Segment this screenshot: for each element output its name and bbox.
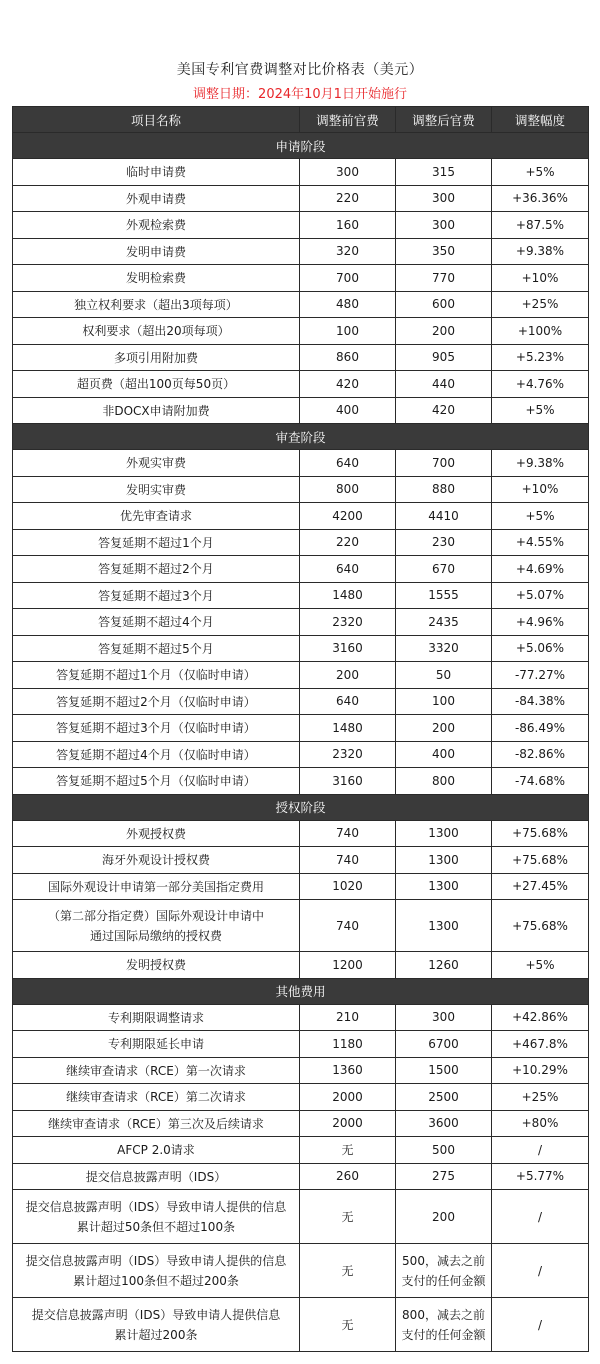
- change-cell: /: [492, 1190, 589, 1244]
- item-name-cell: 提交信息披露声明（IDS）导致申请人提供信息 累计超过200条: [13, 1298, 300, 1352]
- fee-before-cell: 160: [300, 212, 396, 239]
- table-header: [13, 107, 589, 133]
- table-row: [13, 820, 589, 847]
- item-name-cell: 答复延期不超过2个月（仅临时申请）: [13, 688, 300, 715]
- fee-before-cell: 无: [300, 1190, 396, 1244]
- fee-after-cell: 275: [396, 1163, 492, 1190]
- fee-after-cell: 300: [396, 1004, 492, 1031]
- fee-after-cell: 3320: [396, 635, 492, 662]
- item-name-cell: 专利期限调整请求: [13, 1004, 300, 1031]
- fee-before-cell: 640: [300, 556, 396, 583]
- fee-after-cell: 3600: [396, 1110, 492, 1137]
- fee-after-cell: 300: [396, 185, 492, 212]
- table-row: [13, 1137, 589, 1164]
- change-cell: +75.68%: [492, 820, 589, 847]
- fee-after-cell: 880: [396, 476, 492, 503]
- fee-before-cell: 420: [300, 371, 396, 398]
- fee-before-cell: 740: [300, 900, 396, 952]
- table-body: [13, 133, 589, 1352]
- change-cell: -77.27%: [492, 662, 589, 689]
- fee-after-cell: 1555: [396, 582, 492, 609]
- section-title: 授权阶段: [13, 794, 589, 820]
- header-fee-after: 调整后官费: [396, 107, 492, 133]
- header-fee-before: 调整前官费: [300, 107, 396, 133]
- change-cell: +100%: [492, 318, 589, 345]
- fee-after-cell: 4410: [396, 503, 492, 530]
- section-title: 申请阶段: [13, 133, 589, 159]
- item-name-cell: 发明检索费: [13, 265, 300, 292]
- item-name-cell: 答复延期不超过2个月: [13, 556, 300, 583]
- item-name-cell: 超页费（超出100页每50页）: [13, 371, 300, 398]
- change-cell: -82.86%: [492, 741, 589, 768]
- item-name-cell: 海牙外观设计授权费: [13, 847, 300, 874]
- table-row: [13, 688, 589, 715]
- change-cell: +80%: [492, 1110, 589, 1137]
- table-row: [13, 662, 589, 689]
- change-cell: /: [492, 1298, 589, 1352]
- change-cell: +36.36%: [492, 185, 589, 212]
- change-cell: +75.68%: [492, 900, 589, 952]
- change-cell: +5.23%: [492, 344, 589, 371]
- item-name-cell: 非DOCX申请附加费: [13, 397, 300, 424]
- change-cell: +5.77%: [492, 1163, 589, 1190]
- change-cell: +4.55%: [492, 529, 589, 556]
- fee-before-cell: 100: [300, 318, 396, 345]
- table-row: [13, 476, 589, 503]
- table-row: [13, 1057, 589, 1084]
- fee-before-cell: 640: [300, 688, 396, 715]
- fee-before-cell: 740: [300, 847, 396, 874]
- fee-before-cell: 400: [300, 397, 396, 424]
- item-name-cell: 提交信息披露声明（IDS）导致申请人提供的信息 累计超过50条但不超过100条: [13, 1190, 300, 1244]
- item-name-cell: 提交信息披露声明（IDS）导致申请人提供的信息 累计超过100条但不超过200条: [13, 1244, 300, 1298]
- table-row: [13, 741, 589, 768]
- item-name-cell: （第二部分指定费）国际外观设计申请中 通过国际局缴纳的授权费: [13, 900, 300, 952]
- item-name-cell: 权利要求（超出20项每项）: [13, 318, 300, 345]
- fee-after-cell: 770: [396, 265, 492, 292]
- fee-before-cell: 4200: [300, 503, 396, 530]
- fee-after-cell: 6700: [396, 1031, 492, 1058]
- fee-before-cell: 无: [300, 1244, 396, 1298]
- change-cell: +467.8%: [492, 1031, 589, 1058]
- fee-after-cell: 315: [396, 159, 492, 186]
- fee-before-cell: 640: [300, 450, 396, 477]
- item-name-cell: 外观授权费: [13, 820, 300, 847]
- change-cell: +4.69%: [492, 556, 589, 583]
- item-name-cell: 答复延期不超过4个月: [13, 609, 300, 636]
- item-name-cell: 答复延期不超过5个月（仅临时申请）: [13, 768, 300, 795]
- table-row: [13, 344, 589, 371]
- table-row: [13, 238, 589, 265]
- table-row: [13, 1163, 589, 1190]
- item-name-cell: 发明申请费: [13, 238, 300, 265]
- fee-after-cell: 500: [396, 1137, 492, 1164]
- fee-after-cell: 300: [396, 212, 492, 239]
- change-cell: +10%: [492, 476, 589, 503]
- item-name-cell: 答复延期不超过3个月（仅临时申请）: [13, 715, 300, 742]
- effective-date-subtitle: 调整日期：2024年10月1日开始施行: [193, 87, 407, 102]
- table-row: [13, 1004, 589, 1031]
- change-cell: +5%: [492, 397, 589, 424]
- fee-before-cell: 210: [300, 1004, 396, 1031]
- fee-before-cell: 480: [300, 291, 396, 318]
- change-cell: /: [492, 1244, 589, 1298]
- change-cell: +5.07%: [492, 582, 589, 609]
- item-name-cell: 答复延期不超过1个月（仅临时申请）: [13, 662, 300, 689]
- section-header-row: [13, 133, 589, 159]
- fee-before-cell: 2000: [300, 1084, 396, 1111]
- table-row: [13, 1031, 589, 1058]
- fee-after-cell: 670: [396, 556, 492, 583]
- fee-before-cell: 700: [300, 265, 396, 292]
- change-cell: -84.38%: [492, 688, 589, 715]
- item-name-cell: 答复延期不超过5个月: [13, 635, 300, 662]
- change-cell: /: [492, 1137, 589, 1164]
- table-row: [13, 1190, 589, 1244]
- fee-after-cell: 200: [396, 715, 492, 742]
- fee-before-cell: 860: [300, 344, 396, 371]
- fee-table: [12, 106, 589, 1352]
- item-name-cell: 多项引用附加费: [13, 344, 300, 371]
- fee-before-cell: 1020: [300, 873, 396, 900]
- fee-after-cell: 200: [396, 318, 492, 345]
- change-cell: +75.68%: [492, 847, 589, 874]
- fee-before-cell: 2000: [300, 1110, 396, 1137]
- fee-after-cell: 1500: [396, 1057, 492, 1084]
- fee-before-cell: 220: [300, 185, 396, 212]
- table-row: [13, 609, 589, 636]
- section-title: 其他费用: [13, 978, 589, 1004]
- fee-before-cell: 3160: [300, 635, 396, 662]
- change-cell: +9.38%: [492, 450, 589, 477]
- item-name-cell: 外观申请费: [13, 185, 300, 212]
- item-name-cell: AFCP 2.0请求: [13, 1137, 300, 1164]
- section-header-row: [13, 978, 589, 1004]
- page-title: 美国专利官费调整对比价格表（美元）: [176, 62, 424, 78]
- fee-before-cell: 260: [300, 1163, 396, 1190]
- fee-after-cell: 420: [396, 397, 492, 424]
- fee-before-cell: 1200: [300, 952, 396, 979]
- change-cell: +25%: [492, 1084, 589, 1111]
- fee-after-cell: 905: [396, 344, 492, 371]
- fee-before-cell: 无: [300, 1137, 396, 1164]
- fee-after-cell: 440: [396, 371, 492, 398]
- fee-after-cell: 2500: [396, 1084, 492, 1111]
- fee-after-cell: 1300: [396, 873, 492, 900]
- fee-before-cell: 2320: [300, 741, 396, 768]
- fee-after-cell: 1300: [396, 820, 492, 847]
- fee-after-cell: 800: [396, 768, 492, 795]
- table-row: [13, 1084, 589, 1111]
- section-header-row: [13, 424, 589, 450]
- fee-after-cell: 50: [396, 662, 492, 689]
- fee-after-cell: 350: [396, 238, 492, 265]
- fee-before-cell: 1180: [300, 1031, 396, 1058]
- fee-before-cell: 3160: [300, 768, 396, 795]
- item-name-cell: 临时申请费: [13, 159, 300, 186]
- change-cell: -74.68%: [492, 768, 589, 795]
- item-name-cell: 答复延期不超过1个月: [13, 529, 300, 556]
- table-row: [13, 397, 589, 424]
- item-name-cell: 提交信息披露声明（IDS）: [13, 1163, 300, 1190]
- fee-after-cell: 600: [396, 291, 492, 318]
- item-name-cell: 继续审查请求（RCE）第三次及后续请求: [13, 1110, 300, 1137]
- change-cell: +5%: [492, 503, 589, 530]
- table-row: [13, 185, 589, 212]
- fee-before-cell: 2320: [300, 609, 396, 636]
- fee-after-cell: 700: [396, 450, 492, 477]
- item-name-cell: 专利期限延长申请: [13, 1031, 300, 1058]
- change-cell: +5%: [492, 159, 589, 186]
- section-header-row: [13, 794, 589, 820]
- fee-after-cell: 2435: [396, 609, 492, 636]
- header-item-name: 项目名称: [13, 107, 300, 133]
- fee-before-cell: 800: [300, 476, 396, 503]
- table-row: [13, 1298, 589, 1352]
- item-name-cell: 国际外观设计申请第一部分美国指定费用: [13, 873, 300, 900]
- fee-after-cell: 1260: [396, 952, 492, 979]
- table-row: [13, 1110, 589, 1137]
- table-row: [13, 635, 589, 662]
- item-name-cell: 发明授权费: [13, 952, 300, 979]
- table-row: [13, 529, 589, 556]
- fee-after-cell: 200: [396, 1190, 492, 1244]
- fee-before-cell: 300: [300, 159, 396, 186]
- fee-before-cell: 320: [300, 238, 396, 265]
- change-cell: +25%: [492, 291, 589, 318]
- change-cell: +27.45%: [492, 873, 589, 900]
- change-cell: +4.96%: [492, 609, 589, 636]
- item-name-cell: 答复延期不超过3个月: [13, 582, 300, 609]
- fee-before-cell: 200: [300, 662, 396, 689]
- table-row: [13, 318, 589, 345]
- fee-after-cell: 500，减去之前 支付的任何金额: [396, 1244, 492, 1298]
- change-cell: -86.49%: [492, 715, 589, 742]
- item-name-cell: 发明实审费: [13, 476, 300, 503]
- fee-before-cell: 1480: [300, 715, 396, 742]
- table-row: [13, 159, 589, 186]
- change-cell: +42.86%: [492, 1004, 589, 1031]
- change-cell: +5%: [492, 952, 589, 979]
- change-cell: +10.29%: [492, 1057, 589, 1084]
- table-row: [13, 873, 589, 900]
- change-cell: +5.06%: [492, 635, 589, 662]
- fee-after-cell: 1300: [396, 847, 492, 874]
- item-name-cell: 外观实审费: [13, 450, 300, 477]
- change-cell: +9.38%: [492, 238, 589, 265]
- fee-before-cell: 740: [300, 820, 396, 847]
- table-row: [13, 291, 589, 318]
- fee-after-cell: 400: [396, 741, 492, 768]
- change-cell: +10%: [492, 265, 589, 292]
- change-cell: +4.76%: [492, 371, 589, 398]
- section-title: 审查阶段: [13, 424, 589, 450]
- table-row: [13, 371, 589, 398]
- header-change: 调整幅度: [492, 107, 589, 133]
- fee-after-cell: 230: [396, 529, 492, 556]
- item-name-cell: 优先审查请求: [13, 503, 300, 530]
- item-name-cell: 答复延期不超过4个月（仅临时申请）: [13, 741, 300, 768]
- table-row: [13, 715, 589, 742]
- fee-before-cell: 无: [300, 1298, 396, 1352]
- fee-after-cell: 100: [396, 688, 492, 715]
- item-name-cell: 继续审查请求（RCE）第二次请求: [13, 1084, 300, 1111]
- table-row: [13, 1244, 589, 1298]
- table-row: [13, 212, 589, 239]
- table-row: [13, 768, 589, 795]
- fee-before-cell: 1480: [300, 582, 396, 609]
- item-name-cell: 外观检索费: [13, 212, 300, 239]
- table-row: [13, 556, 589, 583]
- item-name-cell: 继续审查请求（RCE）第一次请求: [13, 1057, 300, 1084]
- table-row: [13, 900, 589, 952]
- change-cell: +87.5%: [492, 212, 589, 239]
- table-row: [13, 582, 589, 609]
- table-row: [13, 450, 589, 477]
- fee-before-cell: 220: [300, 529, 396, 556]
- item-name-cell: 独立权利要求（超出3项每项）: [13, 291, 300, 318]
- fee-after-cell: 1300: [396, 900, 492, 952]
- table-row: [13, 952, 589, 979]
- fee-before-cell: 1360: [300, 1057, 396, 1084]
- header-row: [13, 107, 589, 133]
- table-row: [13, 503, 589, 530]
- fee-after-cell: 800，减去之前 支付的任何金额: [396, 1298, 492, 1352]
- table-row: [13, 847, 589, 874]
- table-row: [13, 265, 589, 292]
